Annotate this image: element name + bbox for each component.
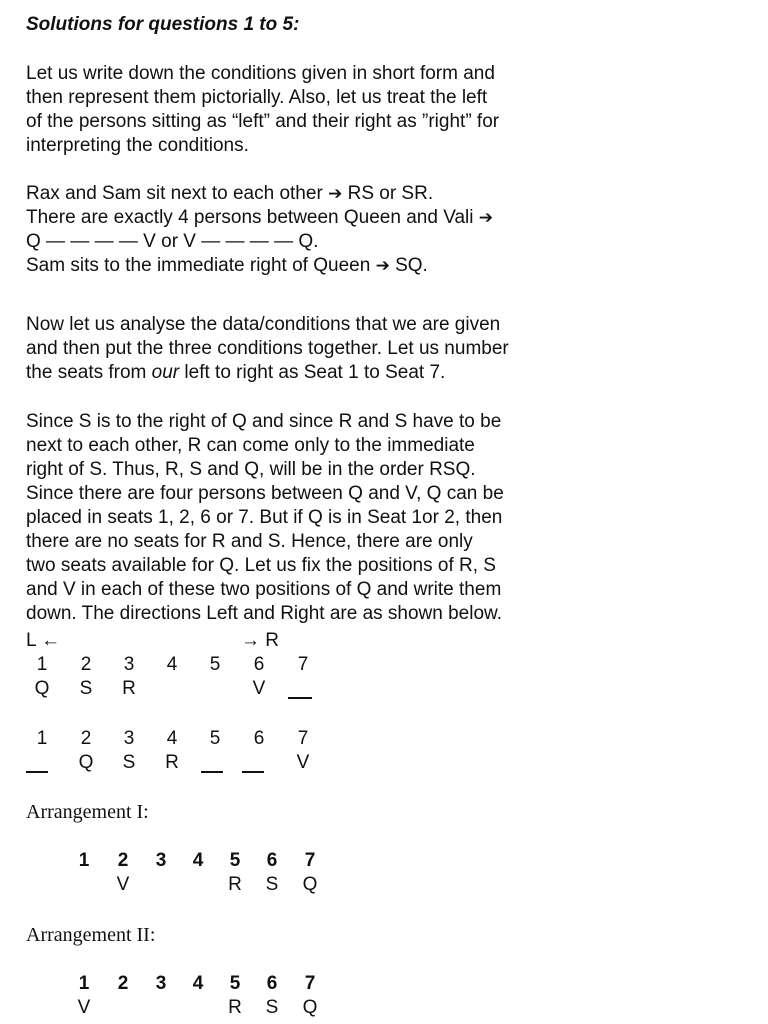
condition-rax-sam	[26, 182, 433, 206]
seat-number: 6	[253, 728, 265, 749]
seat-number: 5	[209, 654, 221, 675]
direction-left: L ←	[26, 630, 61, 651]
seat-occupant: Q	[302, 874, 318, 895]
seat-number: 4	[192, 850, 204, 871]
condition-result: RS or SR.	[342, 183, 434, 204]
text-line: Now let us analyse the data/conditions that we are given	[26, 314, 501, 335]
analysis-paragraph	[26, 313, 592, 385]
intro-paragraph	[26, 62, 586, 158]
seat-occupant: R	[228, 874, 242, 895]
seat-occupant: V	[77, 997, 91, 1018]
seat-occupant: V	[116, 874, 130, 895]
empty-seat-blank	[242, 771, 264, 773]
seat-occupant: R	[165, 752, 179, 773]
seat-number: 4	[166, 728, 178, 749]
seat-number: 5	[229, 850, 241, 871]
seat-occupant: V	[252, 678, 266, 699]
condition-text: Sam sits to the immediate right of Queen	[26, 255, 376, 276]
seat-number: 6	[266, 973, 278, 994]
seat-number: 4	[166, 654, 178, 675]
condition-sam-queen	[26, 254, 428, 278]
seat-number: 1	[36, 728, 48, 749]
seat-number: 2	[80, 654, 92, 675]
arrangement2-label: Arrangement II:	[26, 924, 156, 946]
seat-number: 2	[117, 850, 129, 871]
condition-queen-vali	[26, 206, 493, 230]
seat-number: 5	[229, 973, 241, 994]
seat-number: 2	[117, 973, 129, 994]
text-line: and V in each of these two positions of Q and write them	[26, 579, 502, 600]
seat-number: 7	[297, 728, 309, 749]
empty-seat-blank	[201, 771, 223, 773]
seat-occupant: Q	[78, 752, 94, 773]
empty-seat-blank	[26, 771, 48, 773]
seat-occupant: S	[79, 678, 93, 699]
text-line: Let us write down the conditions given in short form and	[26, 63, 495, 84]
condition-text: Rax and Sam sit next to each other	[26, 183, 329, 204]
seat-occupant: R	[228, 997, 242, 1018]
text-line: the seats from our left to right as Seat 1 to Seat 7.	[26, 362, 446, 383]
seat-occupant: S	[265, 874, 279, 895]
seat-occupant: Q	[34, 678, 50, 699]
seat-number: 3	[123, 654, 135, 675]
empty-seat-blank	[288, 697, 312, 699]
seat-number: 4	[192, 973, 204, 994]
seat-number: 3	[155, 973, 167, 994]
text-line: placed in seats 1, 2, 6 or 7. But if Q is in Seat 1or 2, then	[26, 507, 503, 528]
condition-result: SQ.	[389, 255, 428, 276]
condition-queen-vali-result: Q — — — — V or V — — — — Q.	[26, 231, 319, 252]
seat-occupant: Q	[302, 997, 318, 1018]
text-line: next to each other, R can come only to the immediate	[26, 435, 475, 456]
arrow-right-icon: ➔	[375, 256, 390, 275]
seat-number: 6	[266, 850, 278, 871]
seat-number: 7	[304, 973, 316, 994]
seat-number: 5	[209, 728, 221, 749]
seat-occupant: R	[122, 678, 136, 699]
seat-occupant: S	[265, 997, 279, 1018]
seat-number: 1	[78, 973, 90, 994]
arrow-right-icon: ➔	[328, 184, 343, 203]
seat-number: 2	[80, 728, 92, 749]
section-title: Solutions for questions 1 to 5:	[26, 14, 300, 35]
text-line: of the persons sitting as “left” and their right as ”right” for	[26, 111, 500, 132]
direction-right: → R	[241, 630, 279, 651]
arrow-right-icon: ➔	[478, 208, 494, 227]
text-line: there are no seats for R and S. Hence, there are only	[26, 531, 473, 552]
text-line: right of S. Thus, R, S and Q, will be in the order RSQ.	[26, 459, 476, 480]
seat-number: 1	[78, 850, 90, 871]
condition-text: There are exactly 4 persons between Queen and Vali	[26, 207, 479, 228]
text-line: then represent them pictorially. Also, let us treat the left	[26, 87, 488, 108]
seat-number: 7	[297, 654, 309, 675]
seat-number: 7	[304, 850, 316, 871]
reasoning-paragraph	[26, 410, 592, 626]
arrangement1-label: Arrangement I:	[26, 801, 149, 823]
text-line: Since S is to the right of Q and since R and S have to be	[26, 411, 502, 432]
text-line: two seats available for Q. Let us fix the positions of R, S	[26, 555, 496, 576]
text-line: and then put the three conditions together. Let us number	[26, 338, 509, 359]
seat-occupant: S	[122, 752, 136, 773]
text-line: down. The directions Left and Right are as shown below.	[26, 603, 502, 624]
seat-number: 3	[155, 850, 167, 871]
seat-occupant: V	[296, 752, 310, 773]
text-line: Since there are four persons between Q and V, Q can be	[26, 483, 504, 504]
seat-number: 3	[123, 728, 135, 749]
text-line: interpreting the conditions.	[26, 135, 249, 156]
seat-number: 6	[253, 654, 265, 675]
seat-number: 1	[36, 654, 48, 675]
